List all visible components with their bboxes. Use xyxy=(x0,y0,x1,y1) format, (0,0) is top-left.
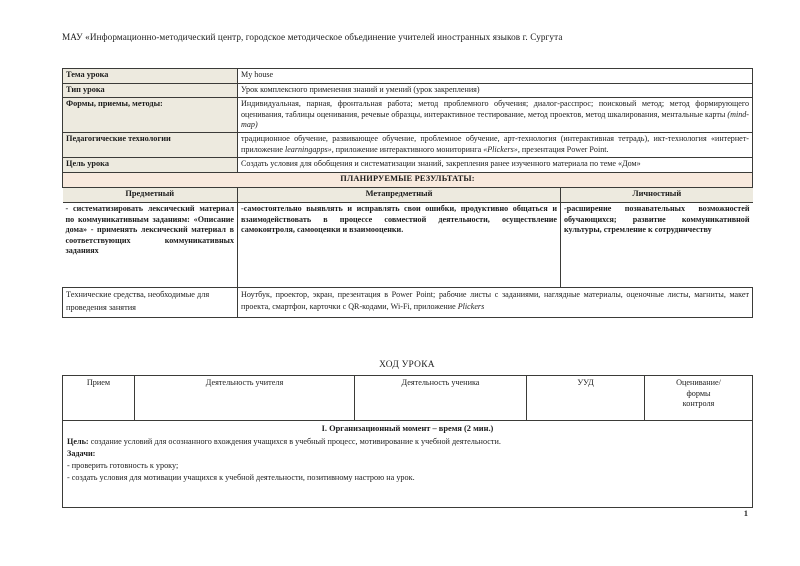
row-value-tema-uroka: My house xyxy=(238,69,753,84)
row-label-tema-uroka: Тема урока xyxy=(63,69,238,84)
section-title-hod-uroka: ХОД УРОКА xyxy=(379,360,435,370)
planned-results-header-row xyxy=(63,187,753,287)
lesson-info-table xyxy=(62,68,753,318)
stage-block-organizacionnyj-moment xyxy=(63,421,753,508)
methods-text: Индивидуальная, парная, фронтальная работа; метод проблемного обучения; диалог-расспрос; поисковый метод; метод формирующего оценивания, таблицы оценивания, речевые образцы, интерактивное тестирование, метод проектов, метод шкалирования, ментальные карты xyxy=(241,99,749,119)
table-row xyxy=(63,133,753,158)
row-label-formy-priemy-metody: Формы, приемы, методы: xyxy=(63,98,238,133)
row-label-pedagogicheskie-tehnologii: Педагогические технологии xyxy=(63,133,238,158)
row-label-tip-uroka: Тип урока xyxy=(63,83,238,98)
column-header-lichnostnyj: Личностный xyxy=(561,188,753,203)
ocenivanie-line-2: формы xyxy=(686,388,711,398)
result-cell-metapredmetnyj: -самостоятельно выявлять и исправлять свои ошибки, продуктивно общаться и взаимодействовать в процессе совместной деятельности, осуществление самоконтроля, самооценки и взаимооценки. xyxy=(238,203,561,288)
equipment-text-italic: Plickers xyxy=(457,302,485,312)
stage-tasks-label: Задачи: xyxy=(67,449,96,459)
column-header-uud: УУД xyxy=(527,376,645,421)
tech-text-3: , презентация Power Point. xyxy=(517,144,609,154)
column-header-predmetnyj: Предметный xyxy=(63,188,238,203)
table-row xyxy=(63,69,753,84)
stage-title: I. Организационный момент – время (2 мин.) xyxy=(321,424,494,433)
stage-goal-label: Цель: xyxy=(67,437,89,447)
tech-text-1: традиционное обучение, развивающее обучение, проблемное обучение, арт-технология (интерактивная тетрадь), икт-технология «интернет-приложение xyxy=(241,134,749,154)
stage-task-item: - проверить готовность к уроку; xyxy=(67,460,179,470)
technical-means-row xyxy=(63,288,753,318)
ocenivanie-line-1: Оценивание/ xyxy=(676,378,721,387)
equipment-text: Ноутбук, проектор, экран, презентация в Power Point; рабочие листы с заданиями, наглядные материалы, оценочные листы, магниты, макет проекта, смартфон, карточки с QR-кодами, Wi-Fi, приложение xyxy=(241,290,749,312)
table-row xyxy=(63,158,753,173)
page-number: 1 xyxy=(743,508,748,518)
stage-tasks-label-line xyxy=(67,448,748,460)
row-value-formy-priemy-metody xyxy=(238,98,753,133)
column-header-priem: Прием xyxy=(63,376,135,421)
stage-goal-text: создание условий для осознанного вхождения учащихся в учебный процесс, мотивирование к учебной деятельности. xyxy=(88,437,501,447)
document-header: МАУ «Информационно-методический центр, городское методическое объединение учителей иностранных языков г. Сургута xyxy=(62,32,563,42)
planned-results-banner-row xyxy=(63,172,753,187)
tech-text-italic-2: «Plickers» xyxy=(483,144,518,154)
tech-text-italic-1: learningapps» xyxy=(284,144,332,154)
stage-goal-line xyxy=(67,436,748,448)
planned-results-banner: ПЛАНИРУЕМЫЕ РЕЗУЛЬТАТЫ: xyxy=(63,172,753,187)
tech-text-2: , приложение интерактивного мониторинга xyxy=(331,144,484,154)
column-header-metapredmetnyj: Метапредметный xyxy=(238,188,561,203)
result-cell-predmetnyj: - систематизировать лексический материал по коммуникативным заданиям: «Описание дома» - применять лексический материал в соответствующих коммуникативных заданиях xyxy=(63,203,238,288)
stage-task-item: - создать условия для мотивации учащихся к учебной деятельности, позитивному настрою на урок. xyxy=(67,472,415,482)
row-value-tip-uroka: Урок комплексного применения знаний и умений (урок закрепления) xyxy=(238,83,753,98)
table-row xyxy=(63,203,753,288)
column-header-deyatelnost-uchenika: Деятельность ученика xyxy=(355,376,527,421)
table-row xyxy=(63,83,753,98)
row-label-cel-uroka: Цель урока xyxy=(63,158,238,173)
table-row xyxy=(63,98,753,133)
ocenivanie-line-3: контроля xyxy=(682,399,715,408)
column-header-deyatelnost-uchitelya: Деятельность учителя xyxy=(135,376,355,421)
stage-row xyxy=(63,421,753,508)
methods-text-italic: (mind-map) xyxy=(241,109,749,129)
column-header-ocenivanie xyxy=(645,376,753,421)
course-of-lesson-table xyxy=(62,375,753,508)
table-row xyxy=(63,376,753,421)
row-label-tehnicheskie-sredstva: Технические средства, необходимые для проведения занятия xyxy=(63,288,238,318)
result-cell-lichnostnyj: -расширение познавательных возможностей обучающихся; развитие коммуникативной культуры, стремление к сотрудничеству xyxy=(561,203,753,288)
row-value-cel-uroka: Создать условия для обобщения и систематизации знаний, закрепления ранее изученного материала по теме «Дом» xyxy=(238,158,753,173)
row-value-pedagogicheskie-tehnologii xyxy=(238,133,753,158)
row-value-tehnicheskie-sredstva xyxy=(238,288,753,318)
table-row xyxy=(63,188,753,203)
